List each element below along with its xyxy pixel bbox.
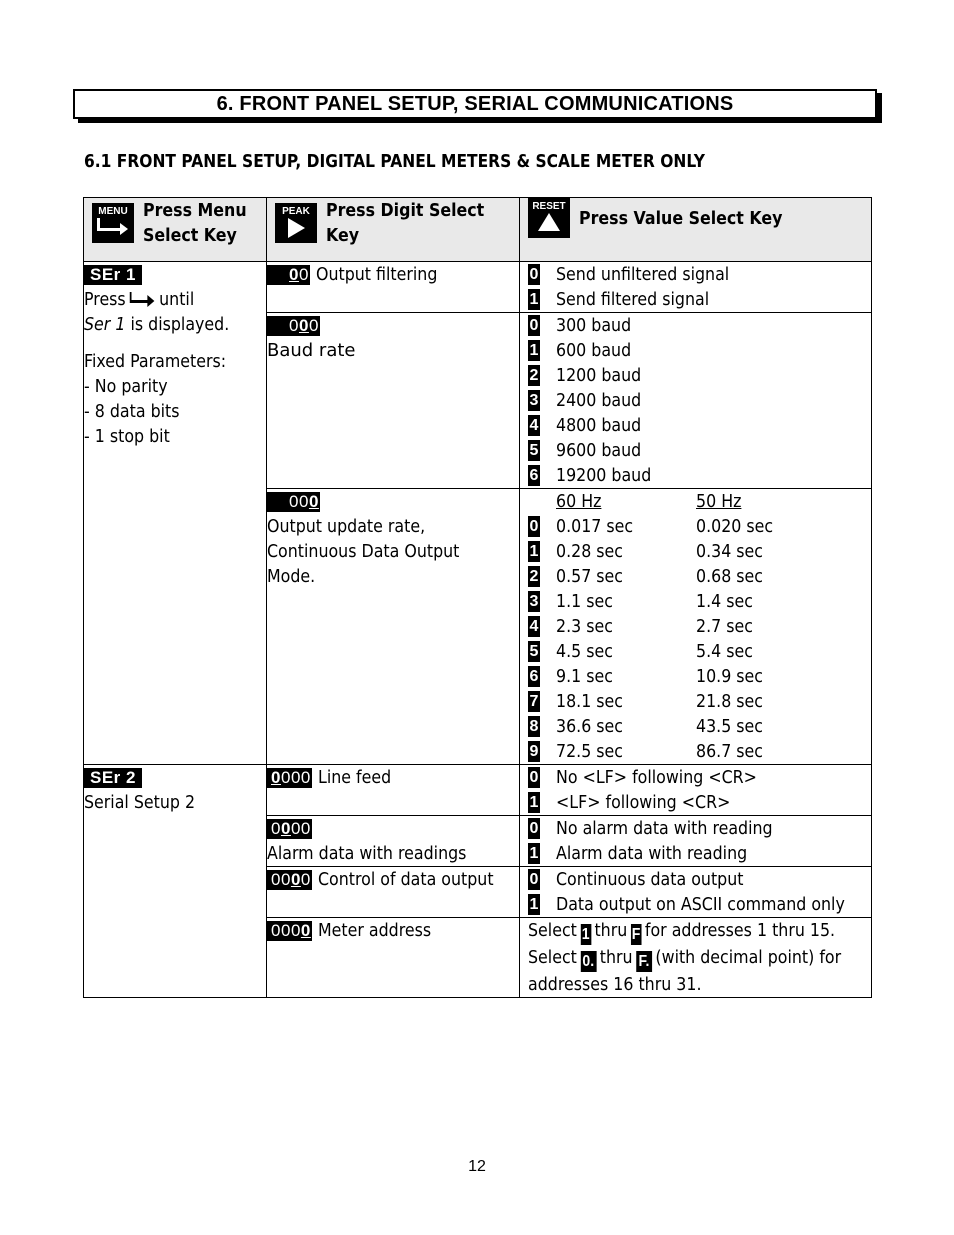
header-reset: RESET Press Value Select Key — [520, 198, 872, 262]
control-value-cell: 0 Continuous data output 1 Data output on ASCII command only — [520, 867, 872, 918]
control-digit-cell: 0000 Control of data output — [267, 867, 520, 918]
table-row — [84, 262, 872, 313]
update-digit-cell: 000 Output update rate, Continuous Data Output Mode. — [267, 489, 520, 765]
filtering-digit-cell: 00 Output filtering — [267, 262, 520, 313]
linefeed-value-cell: 0 No <LF> following <CR> 1 <LF> following <CR> — [520, 765, 872, 816]
subsection-title: 6.1 FRONT PANEL SETUP, DIGITAL PANEL METERS & SCALE METER ONLY — [84, 151, 706, 172]
peak-key-icon: PEAK — [275, 203, 317, 243]
header-menu: MENU Press Menu Select Key — [84, 198, 267, 262]
digit-display: 0000 — [267, 921, 312, 941]
table-row — [84, 765, 872, 816]
menu-key-icon: MENU — [92, 203, 134, 243]
page-number: 12 — [468, 1158, 486, 1175]
digit-display: 000 — [267, 316, 320, 336]
filtering-value-cell: 0 Send unfiltered signal 1 Send filtered signal — [520, 262, 872, 313]
header-peak: PEAK Press Digit Select Key — [267, 198, 520, 262]
section-heading — [73, 89, 877, 119]
digit-display: 0000 — [267, 768, 312, 788]
digit-display: 00 — [267, 265, 310, 285]
digit-display: 000 — [267, 492, 320, 512]
linefeed-digit-cell: 0000 Line feed — [267, 765, 520, 816]
update-value-cell: 60 Hz 50 Hz 0 0.017 sec 0.020 sec 1 0.28 sec 0.34 sec 2 0.57 sec 0.68 sec 3 1.1 sec 1.4 sec 4 2.3 sec 2.7 sec 5 4.5 sec 5.4 sec 6 9.1 sec 10.9 sec 7 18.1 sec 21.8 sec 8 36.6 sec 43.5 sec 9 72.5 sec 86.7 sec — [520, 489, 872, 765]
address-value-cell: Select 1 thru F for addresses 1 thru 15. Select 0. thru F. (with decimal point) for addresses 16 thru 31. — [520, 918, 872, 998]
table-header-row — [84, 198, 872, 262]
ser1-code: SEr 1 — [84, 265, 142, 285]
reset-key-icon: RESET — [528, 198, 570, 238]
setup-table — [83, 197, 872, 998]
menu-arrow-icon — [129, 291, 155, 307]
baud-digit-cell: 000 Baud rate — [267, 313, 520, 489]
baud-value-cell: 0 300 baud 1 600 baud 2 1200 baud 3 2400 baud 4 4800 baud 5 9600 baud 6 19200 baud — [520, 313, 872, 489]
ser1-cell: SEr 1 Press until Ser 1 is displayed. Fixed Parameters: - No parity - 8 data bits - 1 stop bit — [84, 262, 267, 765]
address-digit-cell: 0000 Meter address — [267, 918, 520, 998]
digit-display: 0000 — [267, 870, 312, 890]
alarm-digit-cell: 0000 Alarm data with readings — [267, 816, 520, 867]
digit-display: 0000 — [267, 819, 312, 839]
ser2-cell: SEr 2 Serial Setup 2 — [84, 765, 267, 998]
alarm-value-cell: 0 No alarm data with reading 1 Alarm data with reading — [520, 816, 872, 867]
ser2-code: SEr 2 — [84, 768, 142, 788]
section-title: 6. FRONT PANEL SETUP, SERIAL COMMUNICATIONS — [216, 92, 734, 115]
